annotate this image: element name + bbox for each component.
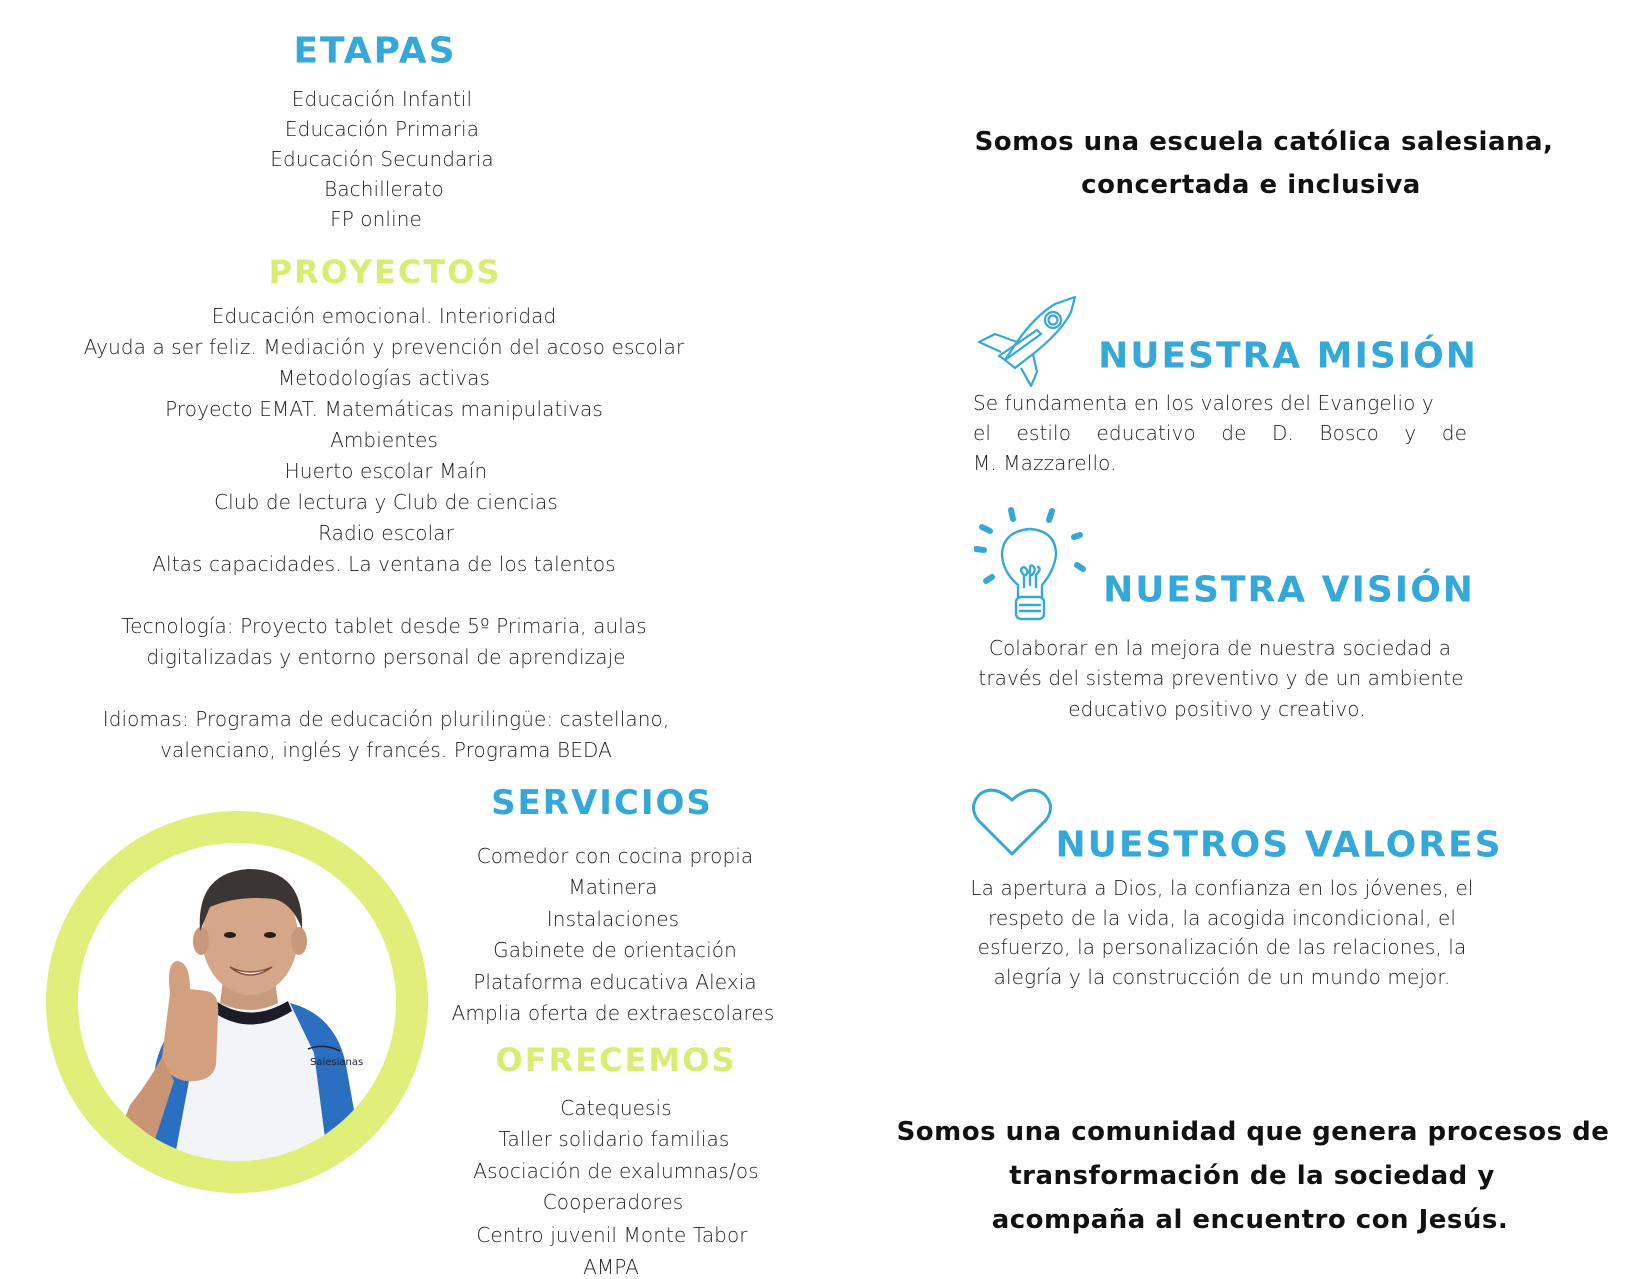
lightbulb-icon xyxy=(974,505,1086,623)
closing-line: transformación de la sociedad y xyxy=(1009,1161,1495,1191)
proyectos-item: Proyecto EMAT. Matemáticas manipulativas xyxy=(165,397,603,421)
proyectos-item: Ayuda a ser feliz. Mediación y prevención del acoso escolar xyxy=(83,335,685,359)
servicios-heading: SERVICIOS xyxy=(491,783,713,823)
etapas-item: Educación Secundaria xyxy=(270,147,494,171)
servicios-item: Comedor con cocina propia xyxy=(476,844,754,868)
servicios-item: Matinera xyxy=(568,875,658,899)
ofrecemos-item: Catequesis xyxy=(560,1096,672,1120)
valores-line: respeto de la vida, la acogida incondicional, el xyxy=(987,906,1457,930)
etapas-item: FP online xyxy=(330,207,422,231)
ofrecemos-item: Asociación de exalumnas/os xyxy=(473,1159,759,1183)
proyectos-heading: PROYECTOS xyxy=(268,253,502,291)
vision-line: educativo positivo y creativo. xyxy=(1068,697,1366,721)
closing-line: acompaña al encuentro con Jesús. xyxy=(991,1205,1509,1235)
rocket-icon xyxy=(975,294,1079,388)
mision-line: M. Mazzarello. xyxy=(973,451,1117,475)
proyectos-item: Radio escolar xyxy=(318,521,454,545)
mision-line: el estilo educativo de D. Bosco y de xyxy=(973,421,1467,445)
etapas-item: Educación Infantil xyxy=(291,87,473,111)
servicios-item: Gabinete de orientación xyxy=(493,938,737,962)
mision-text xyxy=(973,388,1467,478)
proyectos-item: Club de lectura y Club de ciencias xyxy=(214,490,558,514)
proyectos-item: Huerto escolar Maín xyxy=(284,459,488,483)
idiomas-line: valenciano, inglés y francés. Programa BEDA xyxy=(160,738,612,762)
etapas-item: Educación Primaria xyxy=(284,117,480,141)
heart-icon xyxy=(970,784,1054,858)
proyectos-item: Altas capacidades. La ventana de los talentos xyxy=(152,552,616,576)
etapas-item: Bachillerato xyxy=(324,177,444,201)
student-thumbs-up-photo xyxy=(78,843,396,1161)
shirt-logo-text: Salesianas xyxy=(310,1057,364,1068)
valores-line: La apertura a Dios, la confianza en los jóvenes, el xyxy=(970,876,1474,900)
vision-heading: NUESTRA VISIÓN xyxy=(1103,569,1475,611)
mision-heading: NUESTRA MISIÓN xyxy=(1098,335,1478,377)
vision-line: Colaborar en la mejora de nuestra sociedad a xyxy=(988,636,1452,660)
intro-line: concertada e inclusiva xyxy=(1081,170,1421,200)
proyectos-item: Metodologías activas xyxy=(277,366,491,390)
ofrecemos-item: Cooperadores xyxy=(542,1190,684,1214)
etapas-heading: ETAPAS xyxy=(293,30,457,72)
closing-line: Somos una comunidad que genera procesos de xyxy=(896,1117,1610,1147)
valores-line: esfuerzo, la personalización de las relaciones, la xyxy=(977,935,1467,959)
ofrecemos-heading: OFRECEMOS xyxy=(495,1041,737,1079)
student-photo-frame xyxy=(46,811,428,1193)
servicios-item: Instalaciones xyxy=(546,907,680,931)
idiomas-line: Idiomas: Programa de educación plurilingüe: castellano, xyxy=(102,707,670,731)
tecnologia-line: digitalizadas y entorno personal de aprendizaje xyxy=(146,645,626,669)
tecnologia-line: Tecnología: Proyecto tablet desde 5º Primaria, aulas xyxy=(121,614,647,638)
ofrecemos-item: AMPA xyxy=(583,1255,639,1279)
valores-line: alegría y la construcción de un mundo mejor. xyxy=(993,965,1451,989)
servicios-item: Plataforma educativa Alexia xyxy=(473,970,757,994)
proyectos-item: Ambientes xyxy=(330,428,438,452)
mision-line: Se fundamenta en los valores del Evangelio y xyxy=(973,391,1434,415)
servicios-item: Amplia oferta de extraescolares xyxy=(451,1001,775,1025)
valores-heading: NUESTROS VALORES xyxy=(1055,824,1503,866)
ofrecemos-item: Taller solidario familias xyxy=(498,1127,730,1151)
proyectos-item: Educación emocional. Interioridad xyxy=(211,304,557,328)
intro-line: Somos una escuela católica salesiana, xyxy=(974,127,1554,157)
vision-line: través del sistema preventivo y de un ambiente xyxy=(978,666,1464,690)
ofrecemos-item: Centro juvenil Monte Tabor xyxy=(476,1223,748,1247)
